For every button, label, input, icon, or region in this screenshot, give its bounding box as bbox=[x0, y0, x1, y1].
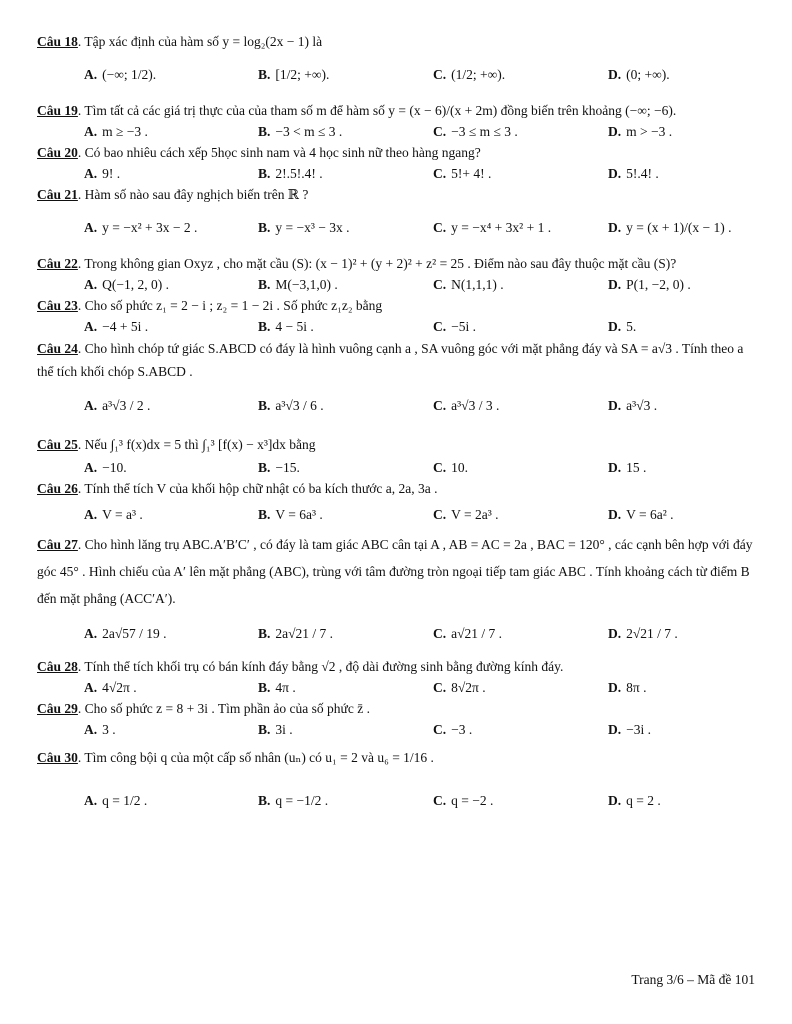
question-22 bbox=[37, 252, 759, 294]
page-footer: Trang 3/6 – Mã đề 101 bbox=[631, 972, 755, 987]
option-text: 8π . bbox=[626, 679, 647, 695]
option-text: 10. bbox=[451, 459, 468, 475]
option-b[interactable]: B. 2a√21 / 7 . bbox=[258, 625, 334, 641]
question-text: . Tính thể tích khối trụ có bán kính đáy bằng √2 , độ dài đường sinh bằng đường kính đáy. bbox=[77, 658, 564, 674]
option-d[interactable]: D. (0; +∞). bbox=[608, 66, 670, 82]
question-28 bbox=[37, 657, 759, 696]
option-text: V = 6a² . bbox=[626, 506, 674, 522]
question-text: . Tính thể tích V của khối hộp chữ nhật có ba kích thước a, 2a, 3a . bbox=[77, 480, 438, 496]
question-text: . Cho số phức z = 8 + 3i . Tìm phần ảo của số phức z̄ . bbox=[77, 700, 370, 716]
option-text: m ≥ −3 . bbox=[102, 123, 148, 139]
option-text: (−∞; 1/2). bbox=[102, 66, 157, 82]
option-a[interactable]: A. V = a³ . bbox=[84, 506, 143, 522]
option-d[interactable]: D. 15 . bbox=[608, 459, 647, 475]
option-a[interactable]: A. Q(−1, 2, 0) . bbox=[84, 277, 169, 293]
option-d[interactable]: D. 8π . bbox=[608, 679, 647, 695]
options-row bbox=[37, 460, 759, 476]
option-text: 5. bbox=[626, 319, 637, 335]
option-a[interactable]: A. 2a√57 / 19 . bbox=[84, 625, 167, 641]
option-a[interactable]: A. (−∞; 1/2). bbox=[84, 66, 157, 82]
option-text: −10. bbox=[102, 459, 127, 475]
option-text: 15 . bbox=[626, 459, 647, 475]
question-text: . Tìm tất cả các giá trị thực của của tham số m để hàm số y = (x − 6)/(x + 2m) đồng biến trên khoảng (−∞; −6). bbox=[77, 102, 677, 118]
option-text: 4 − 5i . bbox=[275, 319, 314, 335]
option-text: −3 . bbox=[451, 721, 473, 737]
option-d[interactable]: D. q = 2 . bbox=[608, 792, 661, 808]
question-number: Câu 19 bbox=[37, 102, 78, 118]
question-text: . Cho số phức z₁ = 2 − i ; z₂ = 1 − 2i . Số phức z₁z₂ bằng bbox=[77, 298, 383, 314]
exam-page bbox=[37, 30, 759, 824]
options-row bbox=[37, 386, 759, 426]
option-a[interactable]: A. a³√3 / 2 . bbox=[84, 398, 151, 414]
option-b[interactable]: B. −15. bbox=[258, 459, 300, 475]
question-19 bbox=[37, 101, 759, 140]
option-text: a³√3 / 3 . bbox=[451, 398, 500, 414]
option-c[interactable]: C. y = −x⁴ + 3x² + 1 . bbox=[433, 219, 552, 235]
question-text: . Nếu ∫₁³ f(x)dx = 5 thì ∫₁³ [f(x) − x³]dx bằng bbox=[77, 437, 316, 453]
option-text: 2!.5!.4! . bbox=[275, 165, 323, 181]
option-b[interactable]: B. −3 < m ≤ 3 . bbox=[258, 123, 343, 139]
option-text: a³√3 / 2 . bbox=[102, 398, 151, 414]
question-number: Câu 25 bbox=[37, 437, 78, 453]
option-d[interactable]: D. 5. bbox=[608, 319, 637, 335]
option-text: 5!+ 4! . bbox=[451, 165, 492, 181]
question-number: Câu 30 bbox=[37, 749, 78, 765]
question-number: Câu 24 bbox=[37, 341, 78, 357]
option-b[interactable]: B. [1/2; +∞). bbox=[258, 66, 330, 82]
option-text: M(−3,1,0) . bbox=[275, 277, 338, 293]
option-text: 4π . bbox=[275, 679, 296, 695]
option-text: 2√21 / 7 . bbox=[626, 625, 678, 641]
option-b[interactable]: B. 2!.5!.4! . bbox=[258, 165, 323, 181]
option-c[interactable]: C. 5!+ 4! . bbox=[433, 165, 492, 181]
option-text: 5!.4! . bbox=[626, 165, 659, 181]
option-a[interactable]: A. y = −x² + 3x − 2 . bbox=[84, 219, 198, 235]
option-text: q = −2 . bbox=[451, 792, 494, 808]
option-a[interactable]: A. 4√2π . bbox=[84, 679, 137, 695]
question-number: Câu 22 bbox=[37, 255, 78, 271]
options-row bbox=[37, 781, 759, 821]
option-text: −4 + 5i . bbox=[102, 319, 149, 335]
option-c[interactable]: C. a³√3 / 3 . bbox=[433, 398, 500, 414]
option-a[interactable]: A. −10. bbox=[84, 459, 127, 475]
question-27 bbox=[37, 531, 759, 654]
option-text: −15. bbox=[275, 459, 300, 475]
question-number: Câu 28 bbox=[37, 658, 78, 674]
option-b[interactable]: B. 4 − 5i . bbox=[258, 319, 314, 335]
option-c[interactable]: C. V = 2a³ . bbox=[433, 506, 499, 522]
option-a[interactable]: A. m ≥ −3 . bbox=[84, 123, 148, 139]
option-a[interactable]: A. 9! . bbox=[84, 165, 121, 181]
option-c[interactable]: C. 8√2π . bbox=[433, 679, 486, 695]
question-29 bbox=[37, 699, 759, 738]
question-text: . Cho hình lăng trụ ABC.A′B′C′ , có đáy là tam giác ABC cân tại A , AB = AC = 2a , BAC = 120° , các cạnh bên hợp với đáy góc 45° . Hình chiếu của A′ lên mặt phẳng (ABC), trùng với tâm đường tròn ngoại tiếp tam giác ABC . Tính khoảng cách từ điểm B đến mặt phẳng (ACC′A′). bbox=[37, 536, 753, 606]
option-text: −5i . bbox=[451, 319, 476, 335]
option-text: −3i . bbox=[626, 721, 651, 737]
question-21 bbox=[37, 185, 759, 248]
options-row bbox=[37, 319, 759, 335]
option-text: 3 . bbox=[102, 721, 116, 737]
option-b[interactable]: B. y = −x³ − 3x . bbox=[258, 219, 350, 235]
question-text: . Cho hình chóp tứ giác S.ABCD có đáy là hình vuông cạnh a , SA vuông góc với mặt phẳng đáy và SA = a√3 . Tính theo a thể tích khối chóp S.ABCD . bbox=[37, 341, 744, 380]
option-c[interactable]: C. −3 . bbox=[433, 721, 473, 737]
options-row bbox=[37, 680, 759, 696]
options-row bbox=[37, 55, 759, 95]
option-text: Q(−1, 2, 0) . bbox=[102, 277, 169, 293]
options-row bbox=[37, 614, 759, 654]
option-text: −3 ≤ m ≤ 3 . bbox=[451, 123, 518, 139]
options-row bbox=[37, 502, 759, 528]
option-text: N(1,1,1) . bbox=[451, 277, 504, 293]
option-d[interactable]: D. 2√21 / 7 . bbox=[608, 625, 678, 641]
options-row bbox=[37, 208, 759, 248]
question-24 bbox=[37, 338, 759, 426]
option-text: 8√2π . bbox=[451, 679, 486, 695]
question-number: Câu 29 bbox=[37, 700, 78, 716]
question-number: Câu 20 bbox=[37, 144, 78, 160]
option-text: 3i . bbox=[275, 721, 293, 737]
option-text: 2a√21 / 7 . bbox=[275, 625, 334, 641]
option-c[interactable]: C. −5i . bbox=[433, 319, 476, 335]
question-text: . Hàm số nào sau đây nghịch biến trên ℝ ? bbox=[77, 186, 309, 202]
option-text: q = 1/2 . bbox=[102, 792, 148, 808]
option-c[interactable]: C. 10. bbox=[433, 459, 468, 475]
option-text: V = a³ . bbox=[102, 506, 143, 522]
option-b[interactable]: B. M(−3,1,0) . bbox=[258, 277, 338, 293]
option-d[interactable]: D. y = (x + 1)/(x − 1) . bbox=[608, 219, 732, 235]
question-text: . Có bao nhiêu cách xếp 5học sinh nam và 4 học sinh nữ theo hàng ngang? bbox=[77, 144, 481, 160]
option-text: −3 < m ≤ 3 . bbox=[275, 123, 343, 139]
question-text: . Tìm công bội q của một cấp số nhân (uₙ) có u₁ = 2 và u₆ = 1/16 . bbox=[77, 749, 434, 765]
question-number: Câu 18 bbox=[37, 34, 78, 49]
option-b[interactable]: B. V = 6a³ . bbox=[258, 506, 323, 522]
options-row bbox=[37, 166, 759, 182]
option-d[interactable]: D. −3i . bbox=[608, 721, 651, 737]
option-text: 2a√57 / 19 . bbox=[102, 625, 167, 641]
option-c[interactable]: C. −3 ≤ m ≤ 3 . bbox=[433, 123, 518, 139]
option-text: 4√2π . bbox=[102, 679, 137, 695]
option-b[interactable]: B. 4π . bbox=[258, 679, 296, 695]
option-text: V = 6a³ . bbox=[275, 506, 323, 522]
question-18 bbox=[37, 32, 759, 95]
option-d[interactable]: D. 5!.4! . bbox=[608, 165, 659, 181]
option-text: y = −x⁴ + 3x² + 1 . bbox=[451, 219, 552, 235]
option-d[interactable]: D. V = 6a² . bbox=[608, 506, 674, 522]
option-b[interactable]: B. 3i . bbox=[258, 721, 293, 737]
option-text: 9! . bbox=[102, 165, 121, 181]
option-text: q = 2 . bbox=[626, 792, 661, 808]
question-number: Câu 21 bbox=[37, 186, 78, 202]
option-d[interactable]: D. a³√3 . bbox=[608, 398, 658, 414]
option-text: a√21 / 7 . bbox=[451, 625, 503, 641]
options-row bbox=[37, 277, 759, 293]
question-30 bbox=[37, 744, 759, 821]
question-26 bbox=[37, 479, 759, 528]
option-a[interactable]: A. 3 . bbox=[84, 721, 116, 737]
question-number: Câu 27 bbox=[37, 536, 78, 552]
option-text: a³√3 / 6 . bbox=[275, 398, 324, 414]
option-text: [1/2; +∞). bbox=[275, 66, 330, 82]
question-text: . Tập xác định của hàm số y = log₂(2x − 1) là bbox=[77, 34, 323, 49]
option-c[interactable]: C. q = −2 . bbox=[433, 792, 494, 808]
option-text: y = (x + 1)/(x − 1) . bbox=[626, 219, 732, 235]
option-text: (1/2; +∞). bbox=[451, 66, 506, 82]
option-text: a³√3 . bbox=[626, 398, 658, 414]
option-text: m > −3 . bbox=[626, 123, 673, 139]
question-25 bbox=[37, 432, 759, 476]
option-text: (0; +∞). bbox=[626, 66, 670, 82]
option-c[interactable]: C. N(1,1,1) . bbox=[433, 277, 504, 293]
option-c[interactable]: C. a√21 / 7 . bbox=[433, 625, 503, 641]
question-number: Câu 26 bbox=[37, 480, 78, 496]
option-text: y = −x² + 3x − 2 . bbox=[102, 219, 198, 235]
option-text: y = −x³ − 3x . bbox=[275, 219, 350, 235]
option-c[interactable]: C. (1/2; +∞). bbox=[433, 66, 506, 82]
options-row bbox=[37, 124, 759, 140]
option-d[interactable]: D. P(1, −2, 0) . bbox=[608, 277, 691, 293]
option-a[interactable]: A. q = 1/2 . bbox=[84, 792, 148, 808]
option-text: V = 2a³ . bbox=[451, 506, 499, 522]
option-text: P(1, −2, 0) . bbox=[626, 277, 691, 293]
option-text: q = −1/2 . bbox=[275, 792, 329, 808]
option-b[interactable]: B. a³√3 / 6 . bbox=[258, 398, 324, 414]
question-number: Câu 23 bbox=[37, 298, 78, 314]
options-row bbox=[37, 722, 759, 738]
option-b[interactable]: B. q = −1/2 . bbox=[258, 792, 329, 808]
question-20 bbox=[37, 143, 759, 182]
question-text: . Trong không gian Oxyz , cho mặt cầu (S): (x − 1)² + (y + 2)² + z² = 25 . Điểm nào sau đây thuộc mặt cầu (S)? bbox=[77, 255, 677, 271]
question-23 bbox=[37, 296, 759, 335]
option-d[interactable]: D. m > −3 . bbox=[608, 123, 673, 139]
option-a[interactable]: A. −4 + 5i . bbox=[84, 319, 149, 335]
